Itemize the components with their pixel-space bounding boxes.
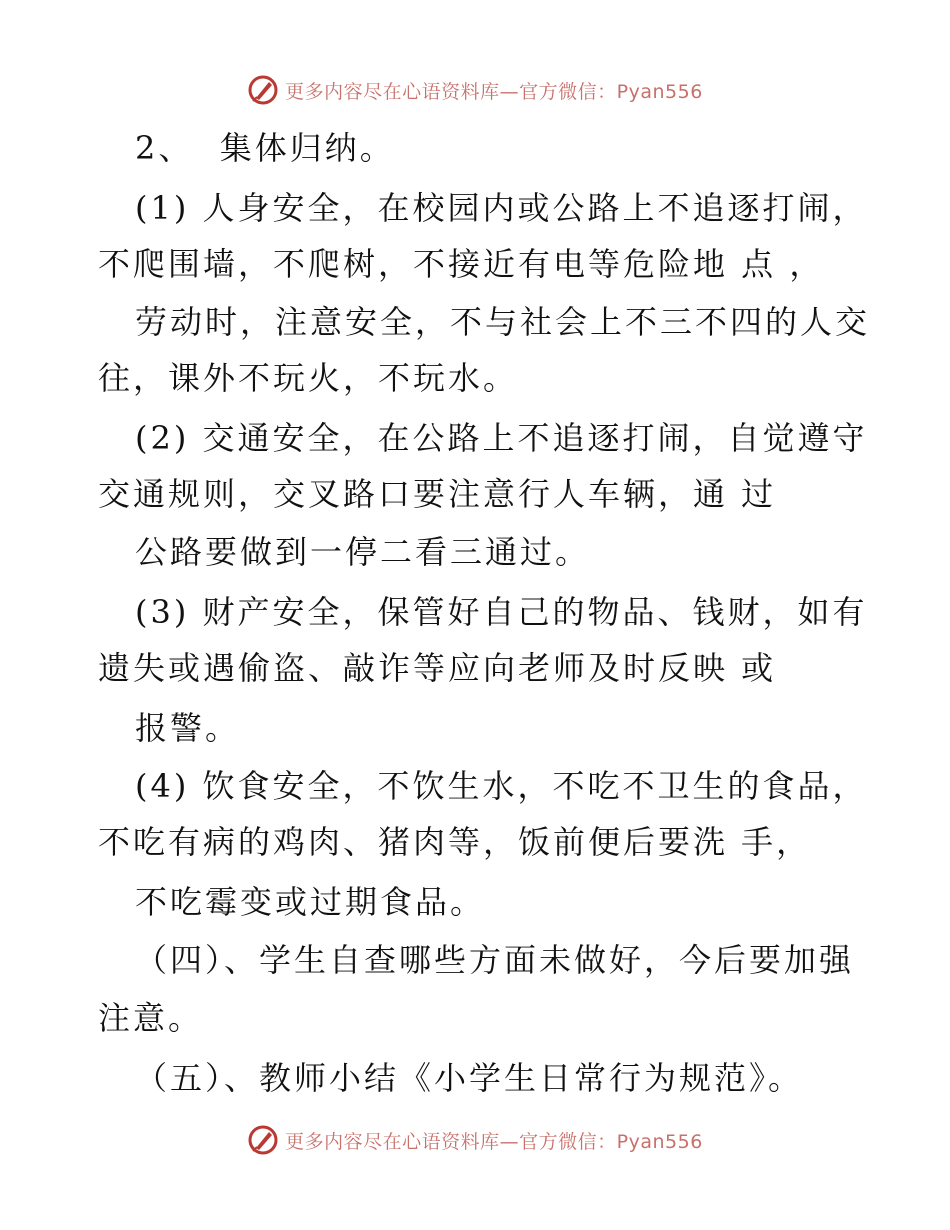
paragraph-line: (4) 饮食安全，不饮生水，不吃不卫生的食品， [135, 767, 868, 805]
paragraph-line: 不吃有病的鸡肉、猪肉等，饭前便后要洗 手， [98, 823, 812, 861]
watermark-text: 更多内容尽在心语资料库—官方微信：Pyan556 [285, 80, 703, 103]
quill-logo-icon [247, 74, 279, 106]
paragraph-line: 公路要做到一停二看三通过。 [135, 533, 591, 571]
paragraph-line: 报警。 [135, 709, 241, 747]
heading-collective-summary: 2、 集体归纳。 [135, 129, 395, 167]
paragraph-line: 不吃霉变或过期食品。 [135, 883, 486, 921]
paragraph-line: 不爬围墙，不爬树，不接近有电等危险地 点 ， [98, 245, 825, 283]
paragraph-line: 交通规则，交叉路口要注意行人车辆，通 过 [98, 475, 777, 513]
paragraph-line: 注意。 [98, 999, 204, 1037]
watermark-banner-top [0, 70, 950, 110]
paragraph-line: (3) 财产安全，保管好自己的物品、钱财，如有 [135, 593, 868, 631]
watermark-text: 更多内容尽在心语资料库—官方微信：Pyan556 [285, 1130, 703, 1153]
heading-teacher-summary: （五）、教师小结《小学生日常行为规范》。 [135, 1059, 804, 1097]
paragraph-line: (1) 人身安全，在校园内或公路上不追逐打闹， [135, 189, 868, 227]
paragraph-line: 遗失或遇偷盗、敲诈等应向老师及时反映 或 [98, 649, 777, 687]
paragraph-line: 往，课外不玩火，不玩水。 [98, 359, 519, 397]
quill-logo-icon [247, 1124, 279, 1156]
watermark-banner-bottom [0, 1120, 950, 1160]
paragraph-line: (2) 交通安全，在公路上不追逐打闹，自觉遵守 [135, 419, 868, 457]
paragraph-line: 劳动时，注意安全，不与社会上不三不四的人交 [135, 303, 871, 341]
heading-student-self-check: （四）、学生自查哪些方面未做好，今后要加强 [135, 941, 855, 979]
